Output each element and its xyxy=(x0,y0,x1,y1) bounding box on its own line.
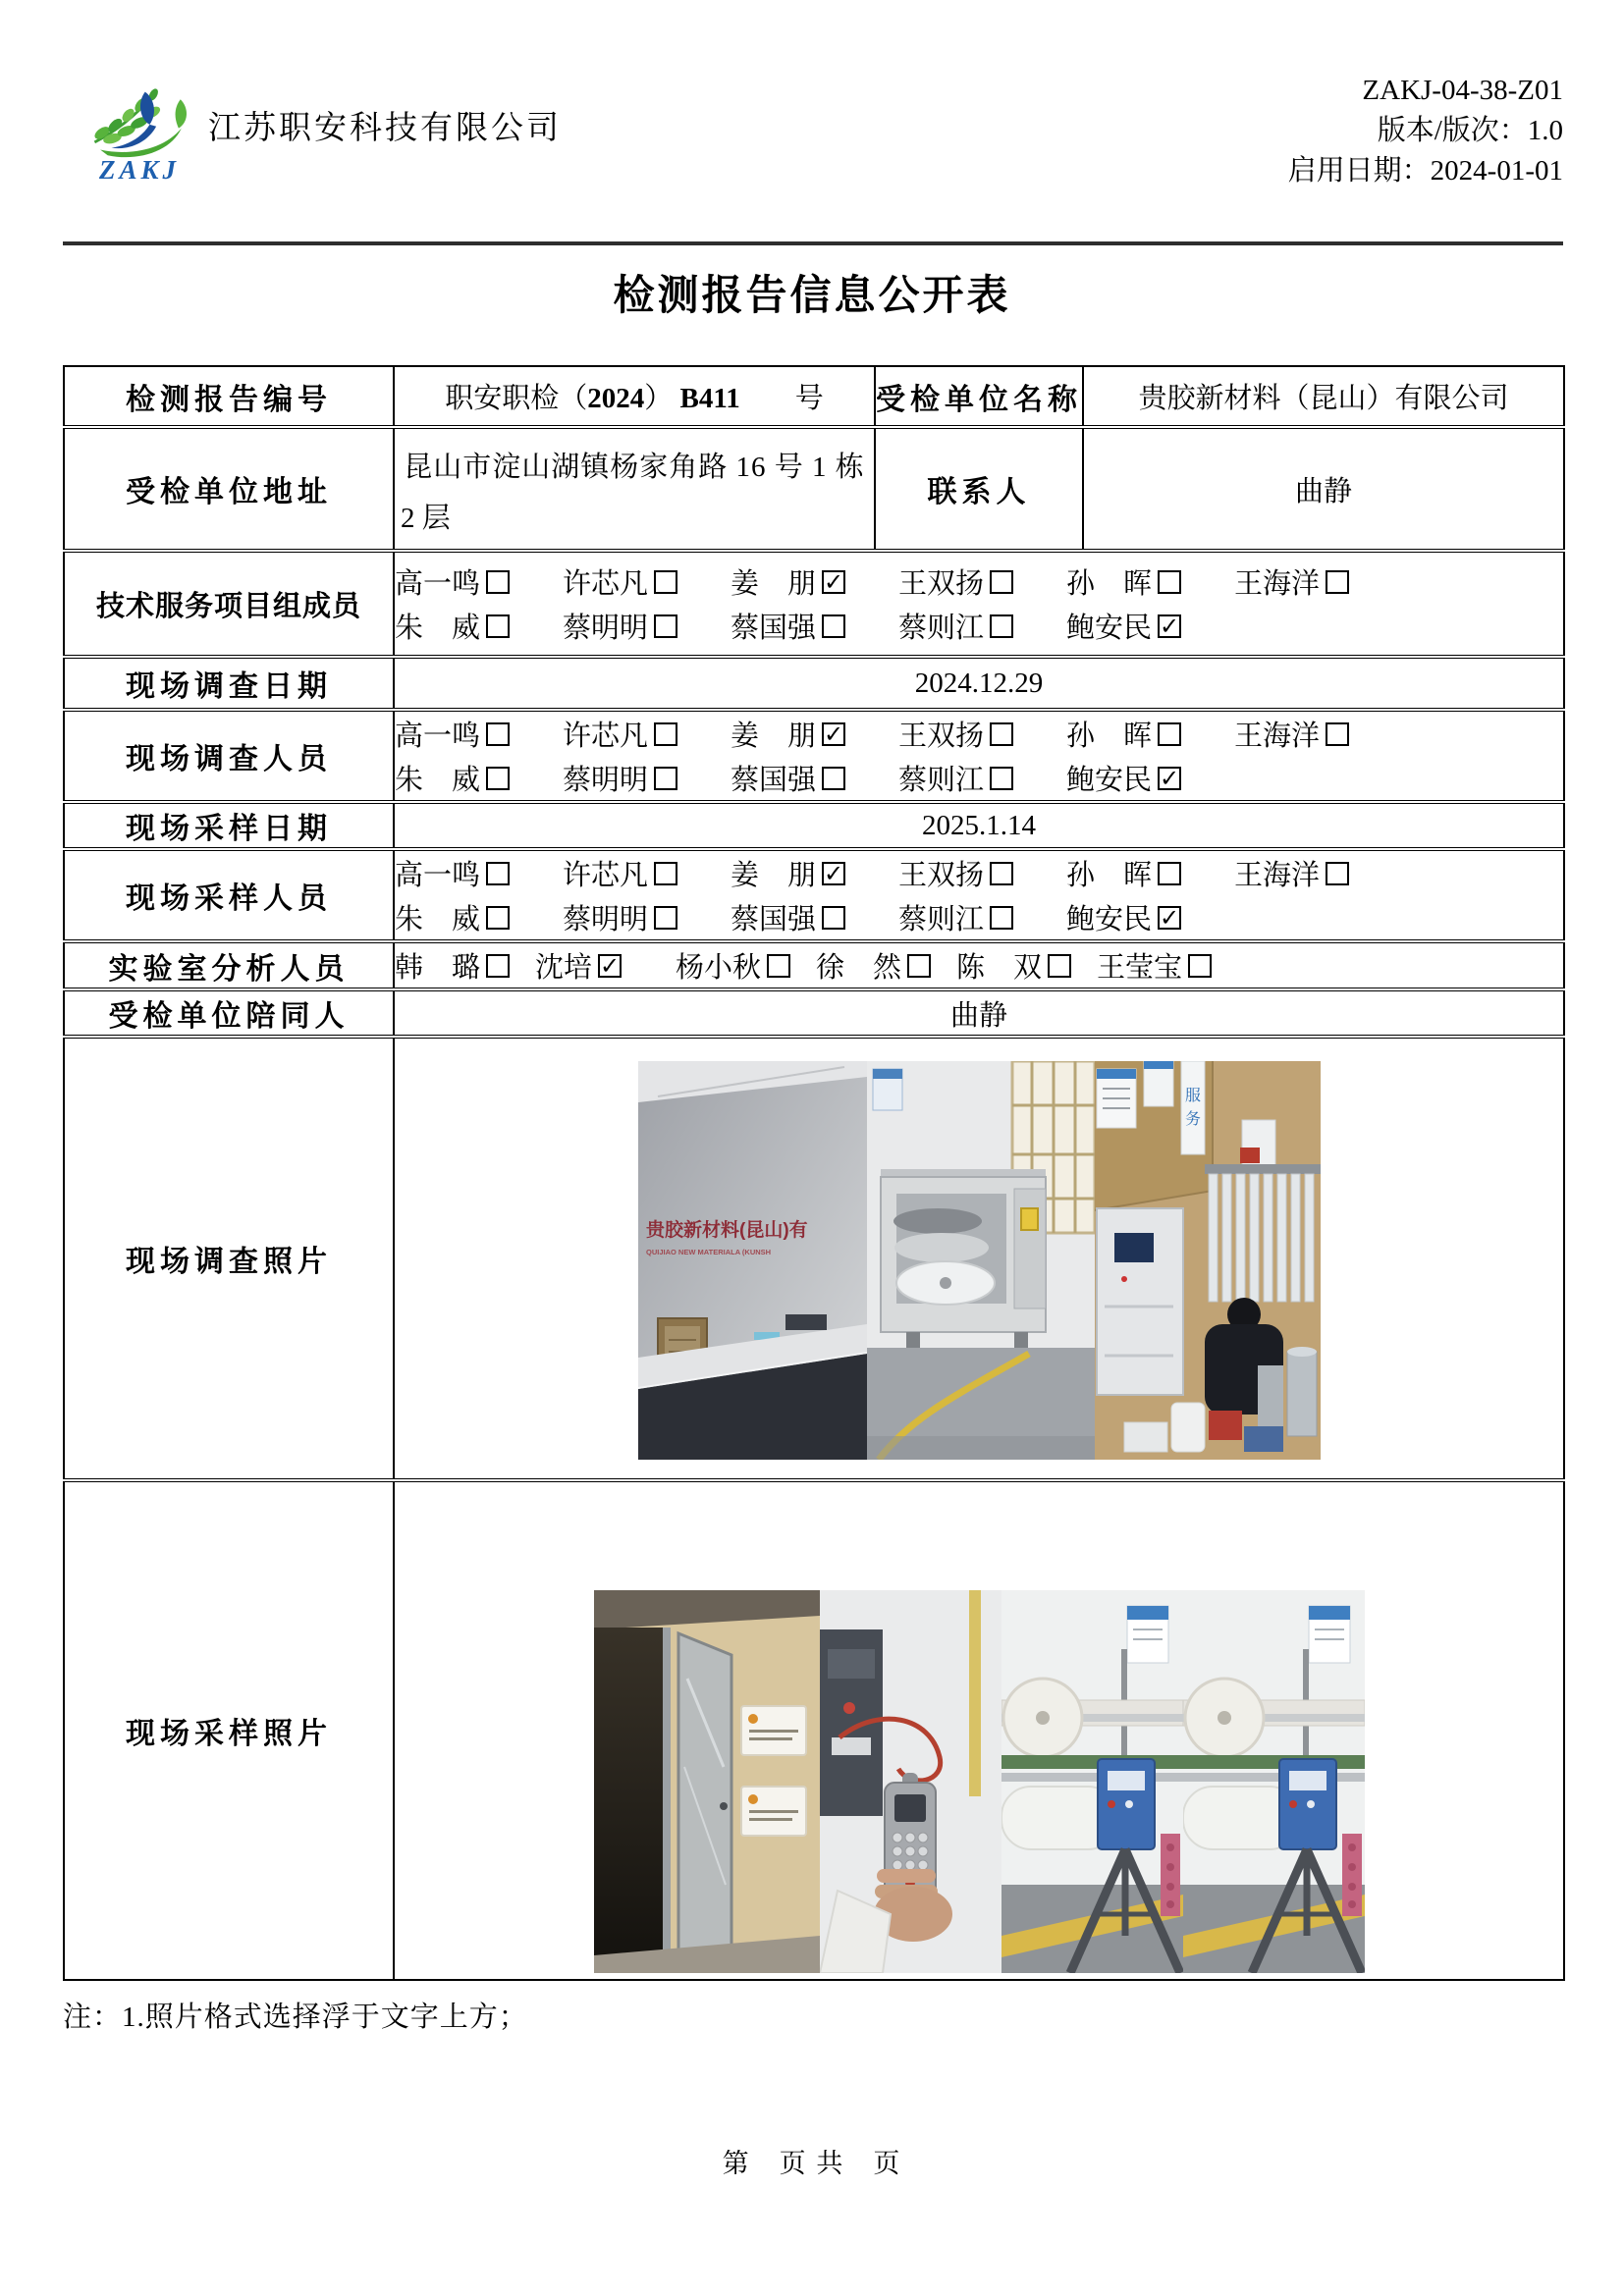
survey-staff-line1 xyxy=(395,712,1563,756)
member-name: 高一鸣 xyxy=(395,721,481,752)
checkbox-empty-icon xyxy=(1326,862,1349,885)
escort-value: 曲静 xyxy=(394,989,1564,1037)
row-survey-date xyxy=(64,657,1564,710)
row-report-no xyxy=(64,366,1564,427)
member-name: 王双扬 xyxy=(898,721,985,752)
survey-photo-lobby-sign xyxy=(638,1061,867,1460)
member-name: 姜 朋 xyxy=(731,721,817,752)
member-name: 蔡国强 xyxy=(731,904,817,935)
row-lab-staff xyxy=(64,941,1564,989)
checkbox-empty-icon xyxy=(654,722,677,746)
member-unchecked xyxy=(563,561,731,602)
checkbox-checked-icon: ✓ xyxy=(823,720,844,748)
checkbox-checked-icon: ✓ xyxy=(1159,903,1180,932)
member-unchecked xyxy=(563,758,731,798)
address-value xyxy=(394,427,875,551)
lab-staff-line xyxy=(395,943,1563,988)
member-unchecked xyxy=(395,758,563,798)
member-unchecked xyxy=(1234,561,1402,602)
row-survey-staff xyxy=(64,710,1564,802)
footnote: 注：1.照片格式选择浮于文字上方； xyxy=(63,2002,528,2033)
lab-staff-label: 实验室分析人员 xyxy=(64,941,394,989)
doc-effective-date: 启用日期：2024-01-01 xyxy=(1287,155,1563,187)
member-unchecked xyxy=(1066,714,1234,754)
member-unchecked xyxy=(816,945,956,986)
report-no-label: 检测报告编号 xyxy=(64,366,394,427)
company-logo xyxy=(79,84,200,186)
member-checked xyxy=(731,714,898,754)
member-name: 许芯凡 xyxy=(563,721,649,752)
member-checked xyxy=(731,853,898,893)
member-name: 蔡则江 xyxy=(898,904,985,935)
header-rule xyxy=(63,241,1563,245)
contact-value: 曲静 xyxy=(1083,427,1564,551)
checkbox-checked-icon: ✓ xyxy=(823,859,844,887)
sampling-staff-line1 xyxy=(395,851,1563,895)
service-banner-char1: 服 xyxy=(1184,1088,1201,1104)
member-name: 徐 然 xyxy=(816,952,902,984)
checkbox-empty-icon xyxy=(654,906,677,930)
member-checked xyxy=(535,945,676,986)
member-name: 许芯凡 xyxy=(563,568,649,600)
checkbox-empty-icon xyxy=(907,954,931,978)
row-survey-photos xyxy=(64,1037,1564,1480)
org-name-value: 贵胶新材料（昆山）有限公司 xyxy=(1083,366,1564,427)
member-name: 王双扬 xyxy=(898,568,985,600)
escort-label: 受检单位陪同人 xyxy=(64,989,394,1037)
lobby-sign-en: QUIJIAO NEW MATERIALA (KUNSH xyxy=(645,1248,771,1256)
member-unchecked xyxy=(395,897,563,937)
lab-staff-members xyxy=(394,941,1564,989)
member-name: 陈 双 xyxy=(956,952,1043,984)
sampling-photo-noise-meter xyxy=(820,1590,1001,1973)
member-unchecked xyxy=(1234,853,1402,893)
member-unchecked xyxy=(898,758,1066,798)
checkbox-empty-icon xyxy=(1158,862,1181,885)
address-line2: 2 层 xyxy=(401,503,451,534)
checkbox-empty-icon xyxy=(1158,722,1181,746)
member-name: 朱 威 xyxy=(395,613,481,644)
survey-staff-label: 现场调查人员 xyxy=(64,710,394,802)
sampling-staff-label: 现场采样人员 xyxy=(64,849,394,941)
checkbox-empty-icon xyxy=(1326,570,1349,594)
survey-staff-line2 xyxy=(395,756,1563,800)
member-name: 蔡则江 xyxy=(898,765,985,796)
member-checked xyxy=(731,561,898,602)
member-name: 沈培 xyxy=(535,952,593,984)
row-escort xyxy=(64,989,1564,1037)
member-name: 鲍安民 xyxy=(1066,765,1153,796)
checkbox-empty-icon xyxy=(654,614,677,638)
checkbox-empty-icon xyxy=(654,862,677,885)
row-team xyxy=(64,551,1564,657)
sampling-photos-cell xyxy=(394,1480,1564,1980)
checkbox-empty-icon xyxy=(486,722,510,746)
member-unchecked xyxy=(395,945,535,986)
checkbox-empty-icon xyxy=(486,614,510,638)
member-unchecked xyxy=(1066,561,1234,602)
member-unchecked xyxy=(563,897,731,937)
checkbox-empty-icon xyxy=(1188,954,1212,978)
row-address xyxy=(64,427,1564,551)
member-name: 蔡国强 xyxy=(731,613,817,644)
survey-photo-group xyxy=(395,1061,1563,1460)
member-name: 高一鸣 xyxy=(395,568,481,600)
doc-meta xyxy=(1288,71,1563,191)
member-name: 王莹宝 xyxy=(1097,952,1183,984)
member-unchecked xyxy=(563,853,731,893)
checkbox-checked-icon: ✓ xyxy=(1159,612,1180,640)
member-unchecked xyxy=(731,758,898,798)
member-name: 蔡明明 xyxy=(563,765,649,796)
member-unchecked xyxy=(676,945,816,986)
member-unchecked xyxy=(395,853,563,893)
member-name: 鲍安民 xyxy=(1066,613,1153,644)
checkbox-empty-icon xyxy=(990,722,1013,746)
member-name: 王双扬 xyxy=(898,860,985,891)
survey-photo-workshop xyxy=(1095,1061,1321,1460)
member-name: 孙 晖 xyxy=(1066,860,1153,891)
team-members-line1 xyxy=(395,560,1563,604)
checkbox-empty-icon xyxy=(990,767,1013,790)
team-members-line2 xyxy=(395,604,1563,648)
survey-date-value: 2024.12.29 xyxy=(394,657,1564,710)
row-sampling-staff xyxy=(64,849,1564,941)
checkbox-empty-icon xyxy=(822,906,845,930)
sampling-date-value: 2025.1.14 xyxy=(394,802,1564,849)
checkbox-empty-icon xyxy=(486,906,510,930)
address-label: 受检单位地址 xyxy=(64,427,394,551)
member-unchecked xyxy=(898,606,1066,646)
checkbox-checked-icon: ✓ xyxy=(1159,764,1180,792)
sampling-photo-group xyxy=(395,1590,1563,1973)
checkbox-empty-icon xyxy=(486,570,510,594)
member-unchecked xyxy=(956,945,1097,986)
logo-text: ZAKJ xyxy=(98,155,180,185)
member-name: 王海洋 xyxy=(1234,568,1321,600)
member-checked xyxy=(1066,897,1234,937)
survey-photos-label: 现场调查照片 xyxy=(64,1037,394,1480)
member-unchecked xyxy=(1234,714,1402,754)
checkbox-empty-icon xyxy=(1158,570,1181,594)
checkbox-empty-icon xyxy=(1326,722,1349,746)
team-label: 技术服务项目组成员 xyxy=(64,551,394,657)
sampling-date-label: 现场采样日期 xyxy=(64,802,394,849)
checkbox-empty-icon xyxy=(1048,954,1071,978)
checkbox-empty-icon xyxy=(990,570,1013,594)
survey-photo-laminating-machine xyxy=(867,1061,1095,1460)
checkbox-empty-icon xyxy=(486,767,510,790)
member-unchecked xyxy=(1097,945,1237,986)
member-unchecked xyxy=(898,853,1066,893)
row-sampling-date xyxy=(64,802,1564,849)
doc-code: ZAKJ-04-38-Z01 xyxy=(1362,75,1563,106)
page-title: 检测报告信息公开表 xyxy=(613,274,1011,319)
member-unchecked xyxy=(731,606,898,646)
checkbox-empty-icon xyxy=(767,954,790,978)
row-sampling-photos xyxy=(64,1480,1564,1980)
contact-label: 联系人 xyxy=(875,427,1083,551)
checkbox-empty-icon xyxy=(822,614,845,638)
sampling-staff-members xyxy=(394,849,1564,941)
org-name-label: 受检单位名称 xyxy=(875,366,1083,427)
member-name: 蔡明明 xyxy=(563,613,649,644)
sampling-staff-line2 xyxy=(395,895,1563,939)
report-info-table xyxy=(63,365,1565,1981)
survey-staff-members xyxy=(394,710,1564,802)
sampling-photo-entrance-door xyxy=(594,1590,820,1973)
checkbox-empty-icon xyxy=(990,862,1013,885)
company-name: 江苏职安科技有限公司 xyxy=(208,111,562,146)
checkbox-empty-icon xyxy=(654,767,677,790)
sampling-photo-laminator-1 xyxy=(1001,1590,1183,1973)
checkbox-empty-icon xyxy=(990,614,1013,638)
sampling-photo-laminator-2 xyxy=(1183,1590,1365,1973)
report-no-value: 职安职检（2024） B411 号 xyxy=(394,366,875,427)
survey-date-label: 现场调查日期 xyxy=(64,657,394,710)
member-unchecked xyxy=(898,714,1066,754)
checkbox-empty-icon xyxy=(654,570,677,594)
member-unchecked xyxy=(563,714,731,754)
member-name: 许芯凡 xyxy=(563,860,649,891)
member-name: 朱 威 xyxy=(395,765,481,796)
checkbox-empty-icon xyxy=(486,862,510,885)
member-name: 姜 朋 xyxy=(731,860,817,891)
checkbox-empty-icon xyxy=(990,906,1013,930)
member-name: 蔡国强 xyxy=(731,765,817,796)
member-unchecked xyxy=(898,897,1066,937)
member-name: 王海洋 xyxy=(1234,860,1321,891)
member-unchecked xyxy=(898,561,1066,602)
member-checked xyxy=(1066,758,1234,798)
checkbox-empty-icon xyxy=(822,767,845,790)
member-unchecked xyxy=(563,606,731,646)
team-members xyxy=(394,551,1564,657)
member-unchecked xyxy=(395,606,563,646)
member-checked xyxy=(1066,606,1234,646)
member-unchecked xyxy=(1066,853,1234,893)
member-name: 杨小秋 xyxy=(676,952,762,984)
member-unchecked xyxy=(395,561,563,602)
checkbox-empty-icon xyxy=(486,954,510,978)
member-unchecked xyxy=(395,714,563,754)
member-name: 朱 威 xyxy=(395,904,481,935)
leaf-logo-icon xyxy=(81,84,198,159)
member-name: 韩 璐 xyxy=(395,952,481,984)
member-name: 姜 朋 xyxy=(731,568,817,600)
address-line1: 昆山市淀山湖镇杨家角路 16 号 1 栋 xyxy=(404,452,865,483)
checkbox-checked-icon: ✓ xyxy=(823,567,844,596)
sampling-photos-label: 现场采样照片 xyxy=(64,1480,394,1980)
member-name: 孙 晖 xyxy=(1066,721,1153,752)
service-banner-char2: 务 xyxy=(1184,1111,1201,1128)
checkbox-checked-icon: ✓ xyxy=(599,951,621,980)
page-number-footer: 第 页 共 页 xyxy=(722,2149,902,2178)
member-name: 高一鸣 xyxy=(395,860,481,891)
member-name: 蔡明明 xyxy=(563,904,649,935)
member-name: 孙 晖 xyxy=(1066,568,1153,600)
member-name: 王海洋 xyxy=(1234,721,1321,752)
member-name: 蔡则江 xyxy=(898,613,985,644)
member-unchecked xyxy=(731,897,898,937)
doc-version: 版本/版次：1.0 xyxy=(1377,115,1563,146)
member-name: 鲍安民 xyxy=(1066,904,1153,935)
lobby-sign-cn: 贵胶新材料(昆山)有 xyxy=(645,1220,808,1241)
survey-photos-cell xyxy=(394,1037,1564,1480)
